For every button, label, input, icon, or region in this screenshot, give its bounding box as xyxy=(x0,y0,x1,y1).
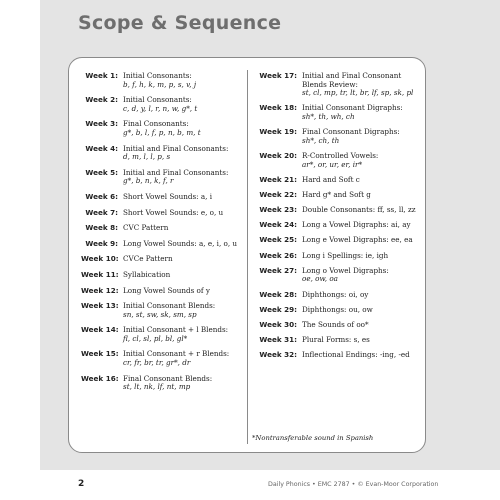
week-entry xyxy=(253,236,421,245)
week-label: Week 13: xyxy=(81,301,119,311)
week-topic xyxy=(118,326,246,343)
topic-text: Long Vowel Sounds of y xyxy=(123,285,210,295)
week-entry xyxy=(253,267,421,284)
topic-text: Initial Consonants: xyxy=(123,95,192,105)
topic-text: Hard and Soft c xyxy=(302,174,360,184)
topic-examples: sn, st, sw, sk, sm, sp xyxy=(123,309,197,319)
week-label: Week 4: xyxy=(85,143,118,153)
week-label: Week 30: xyxy=(259,320,297,329)
week-topic xyxy=(118,302,246,319)
topic-examples: ar*, or, ur, er, ir* xyxy=(302,159,363,169)
week-topic xyxy=(118,224,246,233)
week-topic xyxy=(297,291,421,300)
week-entry xyxy=(81,302,246,319)
week-topic xyxy=(297,336,421,345)
week-topic xyxy=(118,350,246,367)
week-label: Week 16: xyxy=(81,373,119,383)
week-topic xyxy=(118,240,246,249)
week-entry xyxy=(253,221,421,230)
week-topic xyxy=(118,72,246,89)
week-entry xyxy=(253,72,421,98)
topic-text: The Sounds of oo* xyxy=(302,320,369,329)
week-label: Week 20: xyxy=(259,150,297,160)
topic-text: Initial Consonant Blends: xyxy=(123,301,216,311)
week-topic xyxy=(297,128,421,145)
week-label: Week 27: xyxy=(259,265,297,275)
topic-text: Initial and Final Consonants: xyxy=(123,143,229,153)
week-entry xyxy=(81,287,246,296)
week-label: Week 22: xyxy=(259,189,297,199)
topic-text: Syllabication xyxy=(123,269,171,279)
week-topic xyxy=(297,267,421,284)
week-label: Week 9: xyxy=(85,238,118,248)
week-label: Week 3: xyxy=(85,119,118,129)
week-label: Week 25: xyxy=(259,235,297,245)
page-number: 2 xyxy=(78,479,85,489)
footnote: *Nontransferable sound in Spanish xyxy=(252,434,374,442)
week-entry xyxy=(253,206,421,215)
topic-text: Long Vowel Sounds: a, e, i, o, u xyxy=(123,238,238,248)
week-topic xyxy=(118,96,246,113)
week-topic xyxy=(297,191,421,200)
week-entry xyxy=(81,209,246,218)
week-label: Week 10: xyxy=(81,254,119,264)
week-label: Week 26: xyxy=(259,250,297,260)
scope-sequence-panel xyxy=(68,57,426,453)
topic-text: Final Consonants: xyxy=(123,119,189,129)
week-label: Week 28: xyxy=(259,289,297,299)
topic-text: CVCe Pattern xyxy=(123,254,173,264)
column-divider xyxy=(247,70,248,444)
topic-text: Short Vowel Sounds: e, o, u xyxy=(123,207,224,217)
topic-text-continued: Blends Review: xyxy=(302,79,358,89)
week-label: Week 15: xyxy=(81,349,119,359)
week-entry xyxy=(81,240,246,249)
week-entry xyxy=(81,193,246,202)
topic-text: Long i Spellings: ie, igh xyxy=(302,250,389,260)
week-label: Week 21: xyxy=(259,174,297,184)
topic-examples: sh*, th, wh, ch xyxy=(302,111,355,121)
page-title: Scope & Sequence xyxy=(78,12,282,34)
week-topic xyxy=(118,375,246,392)
topic-examples: g*, b, n, k, f, r xyxy=(123,176,174,186)
topic-examples: st, cl, mp, tr, lt, br, lf, sp, sk, pl xyxy=(302,88,414,98)
week-label: Week 14: xyxy=(81,325,119,335)
week-entry xyxy=(81,96,246,113)
topic-text: Initial and Final Consonant xyxy=(302,71,402,80)
week-topic xyxy=(297,221,421,230)
week-topic xyxy=(297,104,421,121)
week-topic xyxy=(118,169,246,186)
week-entry xyxy=(81,271,246,280)
topic-text: Long o Vowel Digraphs: xyxy=(302,265,389,275)
week-topic xyxy=(118,120,246,137)
week-entry xyxy=(81,326,246,343)
topic-text: Initial Consonant Digraphs: xyxy=(302,103,403,113)
topic-examples: st, lt, nk, lf, nt, mp xyxy=(123,382,191,392)
week-entry xyxy=(81,375,246,392)
week-topic xyxy=(297,176,421,185)
right-column xyxy=(253,72,421,367)
week-topic xyxy=(297,252,421,261)
week-topic xyxy=(297,351,421,360)
week-entry xyxy=(253,252,421,261)
topic-text: Initial Consonant + r Blends: xyxy=(123,349,230,359)
topic-text: Hard g* and Soft g xyxy=(302,189,371,199)
week-topic xyxy=(118,255,246,264)
week-label: Week 8: xyxy=(85,223,118,233)
week-label: Week 11: xyxy=(81,269,119,279)
week-label: Week 17: xyxy=(259,71,297,80)
week-topic xyxy=(297,152,421,169)
topic-examples: sh*, ch, th xyxy=(302,135,340,145)
week-label: Week 12: xyxy=(81,285,119,295)
week-topic xyxy=(118,209,246,218)
week-entry xyxy=(253,104,421,121)
week-entry xyxy=(81,169,246,186)
topic-text: R-Controlled Vowels: xyxy=(302,150,379,160)
week-topic xyxy=(297,236,421,245)
left-column xyxy=(81,72,246,399)
topic-text: Initial and Final Consonants: xyxy=(123,167,229,177)
week-entry xyxy=(253,128,421,145)
week-label: Week 23: xyxy=(259,205,297,215)
topic-text: Initial Consonants: xyxy=(123,71,192,80)
footer-credit: Daily Phonics • EMC 2787 • © Evan-Moor Corporation xyxy=(268,481,439,488)
week-topic xyxy=(118,145,246,162)
week-entry xyxy=(81,255,246,264)
topic-text: Diphthongs: oi, oy xyxy=(302,289,369,299)
week-label: Week 29: xyxy=(259,304,297,314)
week-topic xyxy=(118,287,246,296)
week-topic xyxy=(118,271,246,280)
week-entry xyxy=(81,350,246,367)
week-label: Week 24: xyxy=(259,220,297,230)
topic-examples: g*, b, l, f, p, n, b, m, t xyxy=(123,127,201,137)
week-entry xyxy=(253,321,421,330)
week-entry xyxy=(253,152,421,169)
week-entry xyxy=(253,336,421,345)
topic-text: Diphthongs: ou, ow xyxy=(302,304,373,314)
week-topic xyxy=(297,306,421,315)
week-label: Week 6: xyxy=(85,191,118,201)
week-entry xyxy=(253,176,421,185)
week-entry xyxy=(253,306,421,315)
week-topic xyxy=(297,321,421,330)
week-label: Week 1: xyxy=(85,71,118,80)
week-entry xyxy=(81,145,246,162)
topic-examples: fl, cl, sl, pl, bl, gl* xyxy=(123,333,188,343)
week-topic xyxy=(297,72,421,98)
topic-text: Long a Vowel Digraphs: ai, ay xyxy=(302,220,411,230)
week-entry xyxy=(253,191,421,200)
week-topic xyxy=(118,193,246,202)
topic-text: Initial Consonant + l Blends: xyxy=(123,325,229,335)
topic-text: Short Vowel Sounds: a, i xyxy=(123,191,212,201)
week-topic xyxy=(297,206,421,215)
topic-text: Long e Vowel Digraphs: ee, ea xyxy=(302,235,413,245)
topic-text: Final Consonant Digraphs: xyxy=(302,127,400,137)
week-entry xyxy=(253,291,421,300)
week-label: Week 18: xyxy=(259,103,297,113)
topic-examples: oe, ow, oa xyxy=(302,274,338,284)
topic-examples: d, m, l, l, p, s xyxy=(123,152,171,162)
topic-text: Final Consonant Blends: xyxy=(123,373,213,383)
week-entry xyxy=(253,351,421,360)
week-label: Week 2: xyxy=(85,95,118,105)
week-label: Week 5: xyxy=(85,167,118,177)
week-entry xyxy=(81,224,246,233)
topic-examples: c, d, y, l, r, n, w, g*, t xyxy=(123,103,198,113)
week-label: Week 32: xyxy=(259,350,297,360)
topic-text: CVC Pattern xyxy=(123,223,169,233)
topic-examples: b, f, h, k, m, p, s, v, j xyxy=(123,79,197,89)
topic-text: Inflectional Endings: -ing, -ed xyxy=(302,350,410,360)
topic-text: Double Consonants: ff, ss, ll, zz xyxy=(302,205,416,215)
week-label: Week 19: xyxy=(259,127,297,137)
week-entry xyxy=(81,72,246,89)
week-label: Week 31: xyxy=(259,335,297,345)
week-label: Week 7: xyxy=(85,207,118,217)
topic-text: Plural Forms: s, es xyxy=(302,335,370,345)
topic-examples: cr, fr, br, tr, gr*, dr xyxy=(123,358,191,368)
week-entry xyxy=(81,120,246,137)
